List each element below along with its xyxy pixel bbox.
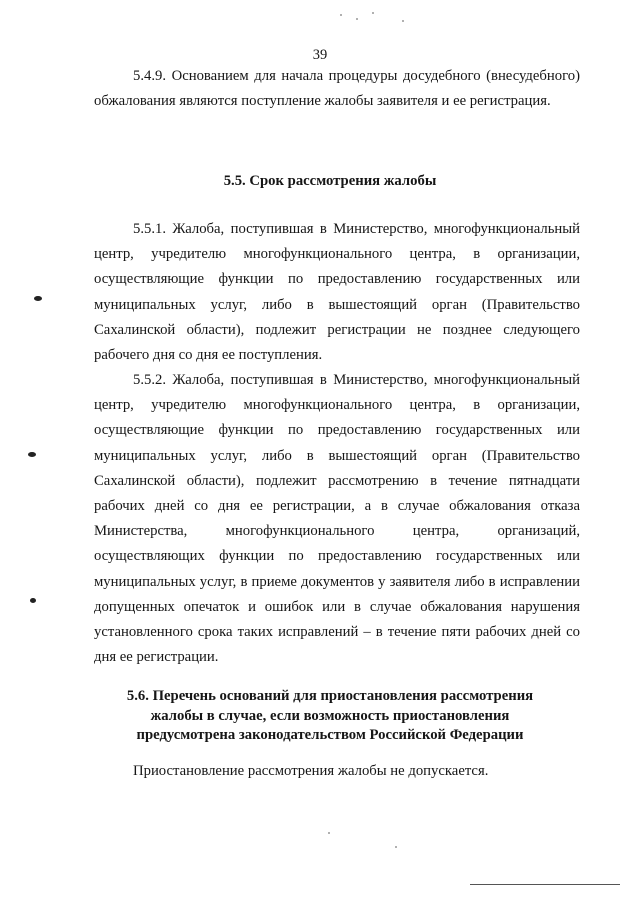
scan-mark xyxy=(30,598,36,603)
scan-speck xyxy=(372,12,374,14)
paragraph-5-6: Приостановление рассмотрения жалобы не допускается. xyxy=(133,763,489,779)
footer-rule xyxy=(470,884,620,885)
scan-speck xyxy=(328,832,330,834)
page-number: 39 xyxy=(312,47,328,63)
scan-speck xyxy=(356,18,358,20)
scan-mark xyxy=(28,452,36,457)
scan-mark xyxy=(34,296,42,301)
heading-line-1: 5.6. Перечень оснований для приостановления рассмотрения xyxy=(126,688,534,704)
heading-line-3: предусмотрена законодательством Российской Федерации xyxy=(136,727,524,743)
heading-line-2: жалобы в случае, если возможность приостановления xyxy=(150,707,510,724)
section-heading-5-5: 5.5. Срок рассмотрения жалобы xyxy=(223,173,437,189)
scan-speck xyxy=(340,14,342,16)
paragraph-5-4-9: 5.4.9. Основанием для начала процедуры досудебного (внесудебного) обжалования являются поступление жалобы заявителя и ее регистрация. xyxy=(94,68,580,110)
paragraph-5-5-2: 5.5.2. Жалоба, поступившая в Министерство, многофункциональный центр, учредителю многофункционального центра, в организации, осуществляющие функции по предоставлению государственных или муниципальных услуг, либо в вышестоящий орган (Правительство Сахалинской области), подлежит рассмотрению в течение пятнадцати рабочих дней со дня ее регистрации, а в случае обжалования отказа Министерства, многофункционального центра, организаций, осуществляющих функции по предоставлению государственных или муниципальных услуг, в приеме документов у заявителя либо в исправлении допущенных опечаток и ошибок или в случае обжалования нарушения установленного срока таких исправлений – в течение пяти рабочих дней со дня ее регистрации. xyxy=(94,372,580,666)
paragraph-5-5-1: 5.5.1. Жалоба, поступившая в Министерство, многофункциональный центр, учредителю многофункционального центра, в организации, осуществляющие функции по предоставлению государственных или муниципальных услуг, либо в вышестоящий орган (Правительство Сахалинской области), подлежит регистрации не позднее следующего рабочего дня со дня ее поступления. xyxy=(94,221,580,364)
scan-speck xyxy=(395,846,397,848)
scan-speck xyxy=(402,20,404,22)
section-heading-5-6 xyxy=(60,687,600,746)
